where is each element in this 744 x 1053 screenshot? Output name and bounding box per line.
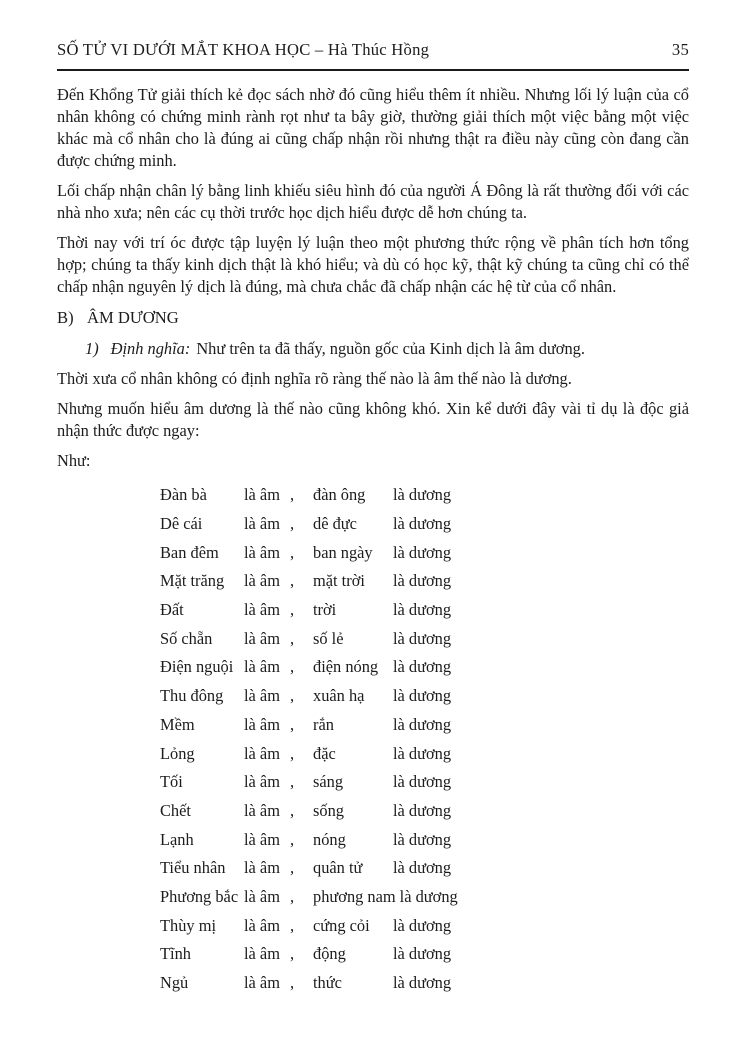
running-title: SỐ TỬ VI DƯỚI MẮT KHOA HỌC – Hà Thúc Hồng (57, 40, 430, 59)
am-label: là âm (244, 973, 280, 993)
item-label: Định nghĩa: (110, 339, 191, 358)
paragraph-2: Lối chấp nhận chân lý bằng linh khiếu siêu hình đó của người Á Đông là rất thường đối với các nhà nho xưa; nên các cụ thời trước học dịch hiểu được dễ hơn chúng ta. (57, 181, 689, 222)
am-label: là âm (244, 772, 280, 792)
table-row (160, 711, 689, 740)
section-prefix: B) (57, 308, 74, 327)
separator-comma: , (290, 772, 295, 792)
separator-comma: , (290, 714, 295, 734)
duong-label: là dương (393, 973, 452, 993)
am-label: là âm (244, 800, 280, 820)
separator-comma: , (290, 743, 295, 763)
am-term: Số chẵn (160, 628, 213, 648)
duong-term: sáng (313, 772, 344, 792)
duong-label: là dương (393, 944, 452, 964)
table-row (160, 969, 689, 998)
am-label: là âm (244, 542, 280, 562)
duong-term: dê đực (313, 514, 357, 534)
paragraph-3: Thời nay với trí óc được tập luyện lý luận theo một phương thức rộng về phân tích hơn tổng hợp; chúng ta thấy kinh dịch thật là khó hiểu; và dù có học kỹ, thật kỹ chúng ta cũng chỉ có thể chấp nhận nguyên lý dịch là đúng, mà chưa chắc đã chấp nhận các hệ từ của cổ nhân. (57, 233, 689, 296)
duong-label: là dương (393, 542, 452, 562)
duong-term: sống (313, 800, 344, 820)
duong-label: là dương (393, 915, 452, 935)
am-duong-pairs-table (160, 481, 689, 997)
am-label: là âm (244, 600, 280, 620)
duong-term: ban ngày (313, 542, 373, 562)
duong-term: số lẻ (313, 628, 344, 648)
separator-comma: , (290, 944, 295, 964)
am-term: Tối (160, 772, 183, 792)
duong-term: thức (313, 973, 342, 993)
duong-term: đàn ông (313, 485, 366, 505)
am-term: Mặt trăng (160, 571, 225, 591)
duong-term: trời (313, 600, 337, 620)
duong-label: là dương (393, 714, 452, 734)
table-row (160, 797, 689, 826)
table-row (160, 510, 689, 539)
am-label: là âm (244, 714, 280, 734)
duong-term: phương nam (313, 886, 396, 906)
separator-comma: , (290, 542, 295, 562)
table-row (160, 567, 689, 596)
separator-comma: , (290, 686, 295, 706)
table-row (160, 883, 689, 912)
duong-label: là dương (399, 886, 458, 906)
table-row (160, 682, 689, 711)
separator-comma: , (290, 973, 295, 993)
am-term: Ban đêm (160, 542, 219, 562)
duong-label: là dương (393, 600, 452, 620)
table-row (160, 538, 689, 567)
am-term: Chết (160, 800, 191, 820)
separator-comma: , (290, 600, 295, 620)
duong-term: mặt trời (313, 571, 365, 591)
am-label: là âm (244, 628, 280, 648)
am-term: Tĩnh (160, 944, 191, 964)
table-row (160, 624, 689, 653)
am-term: Thu đông (160, 686, 224, 706)
am-term: Tiểu nhân (160, 858, 226, 878)
duong-term: quân tử (313, 858, 363, 878)
duong-label: là dương (393, 485, 452, 505)
separator-comma: , (290, 571, 295, 591)
paragraph-4: Thời xưa cổ nhân không có định nghĩa rõ ràng thế nào là âm thế nào là dương. (57, 369, 572, 388)
am-label: là âm (244, 886, 280, 906)
section-title: ÂM DƯƠNG (87, 308, 179, 327)
am-term: Thùy mị (160, 915, 216, 935)
am-term: Lỏng (160, 743, 195, 763)
duong-term: rắn (313, 714, 334, 734)
am-term: Lạnh (160, 829, 194, 849)
duong-term: xuân hạ (313, 686, 365, 706)
am-label: là âm (244, 657, 280, 677)
table-row (160, 739, 689, 768)
paragraph-6-nhu: Như: (57, 451, 91, 470)
am-label: là âm (244, 743, 280, 763)
am-label: là âm (244, 514, 280, 534)
section-heading-am-duong (57, 307, 689, 329)
separator-comma: , (290, 858, 295, 878)
am-label: là âm (244, 915, 280, 935)
am-term: Điện nguội (160, 657, 234, 677)
separator-comma: , (290, 829, 295, 849)
am-label: là âm (244, 858, 280, 878)
duong-term: cứng cỏi (313, 915, 370, 935)
am-label: là âm (244, 686, 280, 706)
am-label: là âm (244, 485, 280, 505)
table-row (160, 596, 689, 625)
duong-label: là dương (393, 743, 452, 763)
am-label: là âm (244, 829, 280, 849)
am-label: là âm (244, 571, 280, 591)
table-row (160, 653, 689, 682)
duong-label: là dương (393, 657, 452, 677)
am-term: Đất (160, 600, 184, 620)
am-label: là âm (244, 944, 280, 964)
page-number: 35 (671, 40, 689, 59)
am-term: Ngủ (160, 973, 189, 993)
duong-label: là dương (393, 858, 452, 878)
item-marker: 1) (85, 339, 99, 358)
am-term: Đàn bà (160, 485, 207, 505)
am-term: Dê cái (160, 514, 203, 534)
duong-label: là dương (393, 829, 452, 849)
separator-comma: , (290, 915, 295, 935)
duong-term: đặc (313, 743, 336, 763)
table-row (160, 911, 689, 940)
item-text: Như trên ta đã thấy, nguồn gốc của Kinh dịch là âm dương. (196, 339, 585, 358)
duong-term: nóng (313, 829, 346, 849)
separator-comma: , (290, 800, 295, 820)
table-row (160, 768, 689, 797)
paragraph-1: Đến Khổng Tử giải thích kẻ đọc sách nhờ đó cũng hiểu thêm ít nhiều. Nhưng lối lý luận của cổ nhân không có chứng minh rành rọt như ta bây giờ, thường giải thích một việc bằng một việc khác mà cổ nhân cho là đúng ai cũng chấp nhận rồi nhưng thật ra điều này cũng còn đang cần được chứng minh. (57, 85, 689, 170)
table-row (160, 854, 689, 883)
separator-comma: , (290, 485, 295, 505)
duong-label: là dương (393, 800, 452, 820)
paragraph-5: Nhưng muốn hiểu âm dương là thế nào cũng không khó. Xin kể dưới đây vài tỉ dụ là độc giả nhận thức được ngay: (57, 399, 689, 440)
table-row (160, 825, 689, 854)
duong-label: là dương (393, 514, 452, 534)
am-term: Mềm (160, 714, 195, 734)
separator-comma: , (290, 628, 295, 648)
separator-comma: , (290, 514, 295, 534)
separator-comma: , (290, 657, 295, 677)
table-row (160, 940, 689, 969)
page-header (57, 40, 689, 71)
duong-label: là dương (393, 686, 452, 706)
duong-label: là dương (393, 571, 452, 591)
duong-label: là dương (393, 628, 452, 648)
duong-term: động (313, 944, 346, 964)
am-term: Phương bắc (160, 886, 239, 906)
separator-comma: , (290, 886, 295, 906)
table-row (160, 481, 689, 510)
definition-item-1 (57, 338, 689, 360)
duong-label: là dương (393, 772, 452, 792)
duong-term: điện nóng (313, 657, 379, 677)
